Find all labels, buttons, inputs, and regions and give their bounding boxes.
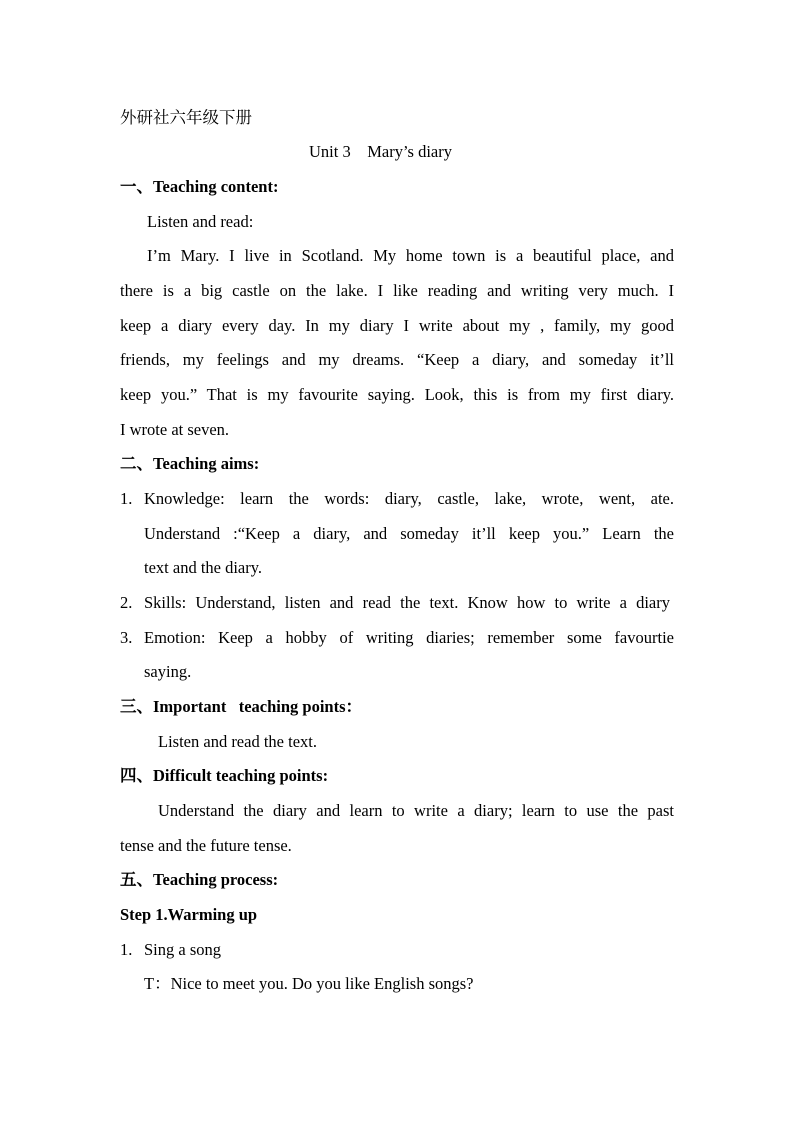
aim-skills-line: Skills: Understand, listen and read the text. Know how to write a diary [144, 593, 670, 612]
passage-line: keep a diary every day. In my diary I write about my , family, my good [120, 316, 674, 335]
step-heading: Step 1.Warming up [120, 905, 258, 924]
aim-emotion-line: Emotion: Keep a hobby of writing diaries; remember some favourtie [144, 628, 674, 647]
list-number: 1. [120, 940, 133, 959]
list-number: 3. [120, 628, 133, 647]
process-item-text: Sing a song [144, 940, 222, 959]
important-points-text: Listen and read the text. [158, 732, 317, 751]
section-heading-teaching-process: 五、Teaching process: [120, 870, 279, 889]
document-title: Unit 3 Mary’s diary [309, 142, 452, 161]
aim-knowledge-line: Knowledge: learn the words: diary, castle, lake, wrote, went, ate. [144, 489, 674, 508]
passage-line: keep you.” That is my favourite saying. Look, this is from my first diary. [120, 385, 674, 404]
list-number: 2. [120, 593, 133, 612]
section-heading-important-points: 三、Important teaching points： [120, 697, 363, 716]
listen-read-label: Listen and read: [147, 212, 254, 231]
list-number: 1. [120, 489, 133, 508]
dialogue-line: T：Nice to meet you. Do you like English songs? [144, 974, 474, 993]
aim-emotion-line: saying. [144, 662, 192, 681]
section-heading-difficult-points: 四、Difficult teaching points: [120, 766, 329, 785]
difficult-points-line: Understand the diary and learn to write a diary; learn to use the past [158, 801, 674, 820]
header-text: 外研社六年级下册 [120, 108, 252, 127]
section-heading-teaching-aims: 二、Teaching aims: [120, 454, 260, 473]
aim-knowledge-line: text and the diary. [144, 558, 263, 577]
passage-line: I wrote at seven. [120, 420, 230, 439]
passage-line: there is a big castle on the lake. I like reading and writing very much. I [120, 281, 674, 300]
aim-knowledge-line: Understand :“Keep a diary, and someday it’ll keep you.” Learn the [144, 524, 674, 543]
section-heading-teaching-content: 一、Teaching content: [120, 177, 279, 196]
difficult-points-line: tense and the future tense. [120, 836, 292, 855]
passage-line: I’m Mary. I live in Scotland. My home town is a beautiful place, and [147, 246, 674, 265]
passage-line: friends, my feelings and my dreams. “Keep a diary, and someday it’ll [120, 350, 674, 369]
